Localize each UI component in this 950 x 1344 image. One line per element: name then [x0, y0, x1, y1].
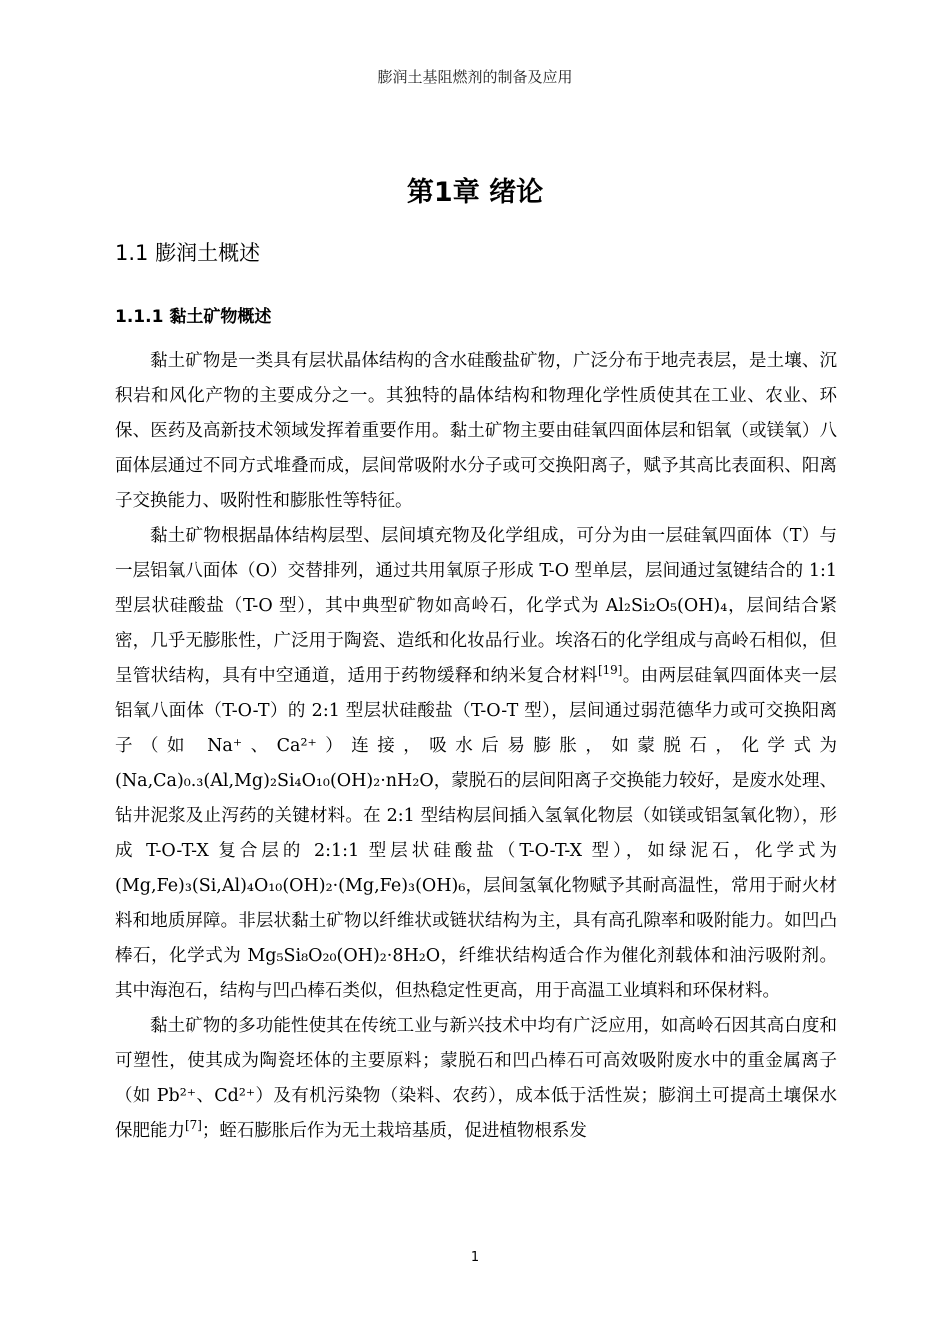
text-run: ，层间结合紧密，几乎无膨胀性，广泛用于陶瓷、造纸和化妆品行业。埃洛石的化学组成与高岭石相似，但呈管状结构，具有中空通道，适用于药物缓释和纳米复合材料 — [115, 596, 837, 686]
paragraph-clay-applications — [115, 1009, 837, 1149]
chapter-title: 第1章 绪论 — [406, 177, 544, 208]
formula-montmorillonite: (Na,Ca)₀.₃(Al,Mg)₂Si₄O₁₀(OH)₂·nH₂O — [115, 771, 434, 791]
text-run: ，纤维状结构适合作为催化剂载体和油污吸附剂。其中海泡石，结构与凹凸棒石类似，但热稳定性更高，用于高温工业填料和环保材料。 — [115, 946, 838, 1001]
subsection-title: 1.1.1 黏土矿物概述 — [115, 307, 272, 327]
citation-ref: [19] — [597, 663, 623, 678]
text-run: 黏土矿物根据晶体结构层型、层间填充物及化学组成，可分为由一层硅氧四面体（T）与一层铝氧八面体（O）交替排列，通过共用氧原子形成 T-O 型单层，层间通过氢键结合的 1:1 型层状硅酸盐（T-O 型），其中典型矿物如高岭石，化学式为 — [115, 526, 837, 616]
section-title: 1.1 膨润土概述 — [115, 241, 261, 265]
body-text — [115, 344, 837, 1149]
formula-attapulgite: Mg₅Si₈O₂₀(OH)₂·8H₂O — [247, 946, 441, 966]
text-run: 黏土矿物的多功能性使其在传统工业与新兴技术中均有广泛应用，如高岭石因其高白度和可塑性，使其成为陶瓷坯体的主要原料；蒙脱石和凹凸棒石可高效吸附废水中的重金属离子（如 Pb²⁺、Cd²⁺）及有机污染物（染料、农药），成本低于活性炭；膨润土可提高土壤保水保肥能力 — [115, 1016, 837, 1141]
page-number: 1 — [470, 1250, 480, 1265]
formula-kaolinite: Al₂Si₂O₅(OH)₄ — [605, 596, 728, 616]
running-header: 膨润土基阻燃剂的制备及应用 — [377, 68, 573, 86]
paragraph-clay-overview: 黏土矿物是一类具有层状晶体结构的含水硅酸盐矿物，广泛分布于地壳表层，是土壤、沉积岩和风化产物的主要成分之一。其独特的晶体结构和物理化学性质使其在工业、农业、环保、医药及高新技术领域发挥着重要作用。黏土矿物主要由硅氧四面体层和铝氧（或镁氧）八面体层通过不同方式堆叠而成，层间常吸附水分子或可交换阳离子，赋予其高比表面积、阳离子交换能力、吸附性和膨胀性等特征。 — [115, 351, 837, 511]
citation-ref: [7] — [185, 1118, 202, 1133]
text-run: ；蛭石膨胀后作为无土栽培基质，促进植物根系发 — [201, 1121, 587, 1141]
text-run: ，层间氢氧化物赋予其耐高温性，常用于耐火材料和地质屏障。非层状黏土矿物以纤维状或链状结构为主，具有高孔隙率和吸附能力。如凹凸棒石，化学式为 — [115, 876, 837, 966]
paragraph-clay-classification — [115, 519, 837, 1009]
formula-chlorite: (Mg,Fe)₃(Si,Al)₄O₁₀(OH)₂·(Mg,Fe)₃(OH)₆ — [115, 876, 466, 896]
text-run: 。由两层硅氧四面体夹一层铝氧八面体（T-O-T）的 2:1 型层状硅酸盐（T-O-T 型），层间通过弱范德华力或可交换阳离子（如 Na⁺、Ca²⁺）连接，吸水后易膨胀，如蒙脱石，化学式为 — [115, 666, 837, 756]
text-run: ，蒙脱石的层间阳离子交换能力较好，是废水处理、钻井泥浆及止泻药的关键材料。在 2:1 型结构层间插入氢氧化物层（如镁或铝氢氧化物），形成 T-O-T-X 复合层的 2:1:1 型层状硅酸盐（T-O-T-X 型），如绿泥石，化学式为 — [115, 771, 837, 861]
